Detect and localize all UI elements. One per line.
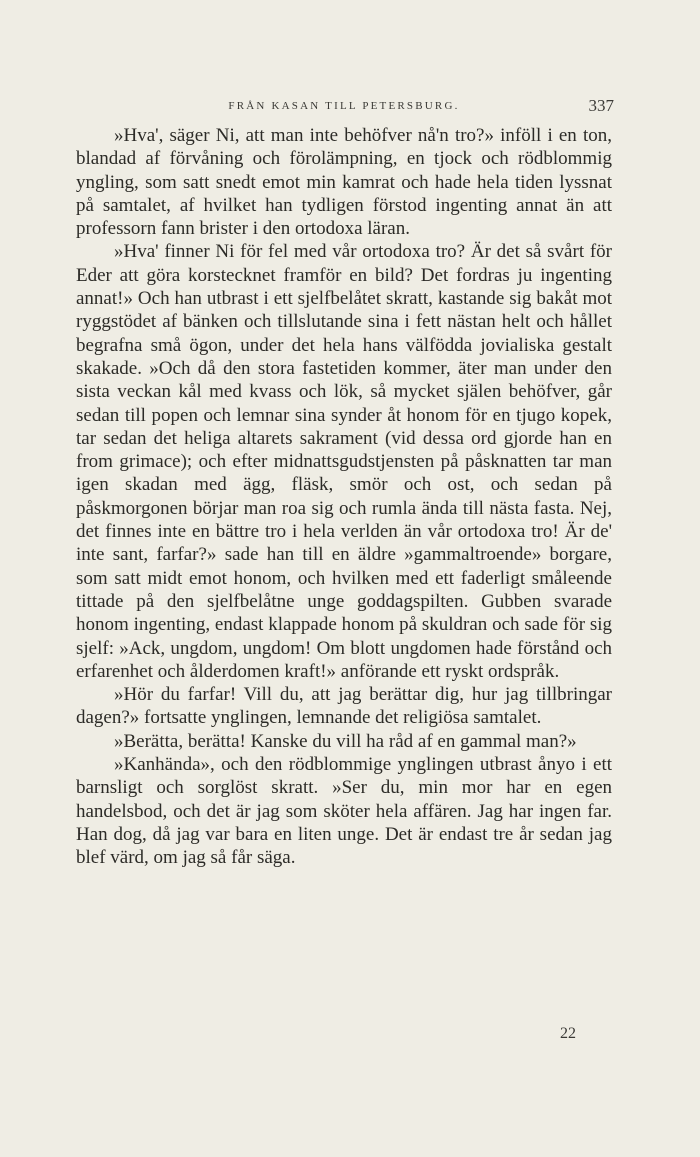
paragraph-4: »Berätta, berätta! Kanske du vill ha råd af en gammal man?» bbox=[114, 730, 577, 752]
page-number: 337 bbox=[588, 96, 614, 115]
paragraph-5: »Kanhända», och den rödblommige ynglingen utbrast ånyo i ett barnsligt och sorglöst skratt. »Ser du, min mor har en egen handelsbod, och det är jag som sköter hela affären. Jag har ingen far. Han dog, då jag var bara en liten unge. Det är endast tre år sedan jag blef värd, om jag så får säga. bbox=[76, 754, 612, 869]
paragraph-1: »Hva', säger Ni, att man inte behöfver nå'n tro?» inföll i en ton, blandad af förvåning och förolämpning, en tjock och rödblommig yngling, som satt snedt emot min kamrat och hade hela tiden lyssnat på samtalet, af hvilket han tydligen förstod ingenting annat än att professorn fann brister i den ortodoxa läran. bbox=[76, 125, 612, 240]
running-head bbox=[76, 96, 612, 116]
body-text bbox=[76, 124, 612, 870]
paragraph-3: »Hör du farfar! Vill du, att jag berättar dig, hur jag tillbringar dagen?» fortsatte ynglingen, lemnande det religiösa samtalet. bbox=[76, 684, 612, 729]
signature-mark: 22 bbox=[560, 1025, 576, 1042]
paragraph-2: »Hva' finner Ni för fel med vår ortodoxa tro? Är det så svårt för Eder att göra korstecknet framför en bild? Det fordras ju ingenting annat!» Och han utbrast i ett sjelfbelåtet skratt, kastande sig bakåt mot ryggstödet af bänken och tillslutande sina i fett nästan helt och hållet begrafna små ögon, under det hela hans välfödda jovialiska gestalt skakade. »Och då den stora fastetiden kommer, äter man under den sista veckan kål med kvass och lök, så mycket själen behöfver, går sedan till popen och lemnar sina synder åt honom för en tjugo kopek, tar sedan det heliga altarets sakrament (vid dessa ord gjorde han en from grimace); och efter midnattsgudstjensten på påsknatten tar man igen skadan med ägg, fläsk, smör och ost, och sedan på påskmorgonen börjar man roa sig och rumla ända till nästa fasta. Nej, det finnes inte en bättre tro i hela verlden än vår ortodoxa tro! Är de' inte sant, farfar?» sade han till en äldre »gammaltroende» borgare, som satt midt emot honom, och hvilken med ett faderligt småleende tittade på den sjelfbelåtne unge goddagspilten. Gubben svarade honom ingenting, endast klappade honom på skuldran och sade för sig sjelf: »Ack, ungdom, ungdom! Om blott ungdomen hade förstånd och erfarenhet och ålderdomen kraft!» anförande ett ryskt ordspråk. bbox=[76, 241, 612, 682]
running-title: FRÅN KASAN TILL PETERSBURG. bbox=[228, 100, 460, 112]
